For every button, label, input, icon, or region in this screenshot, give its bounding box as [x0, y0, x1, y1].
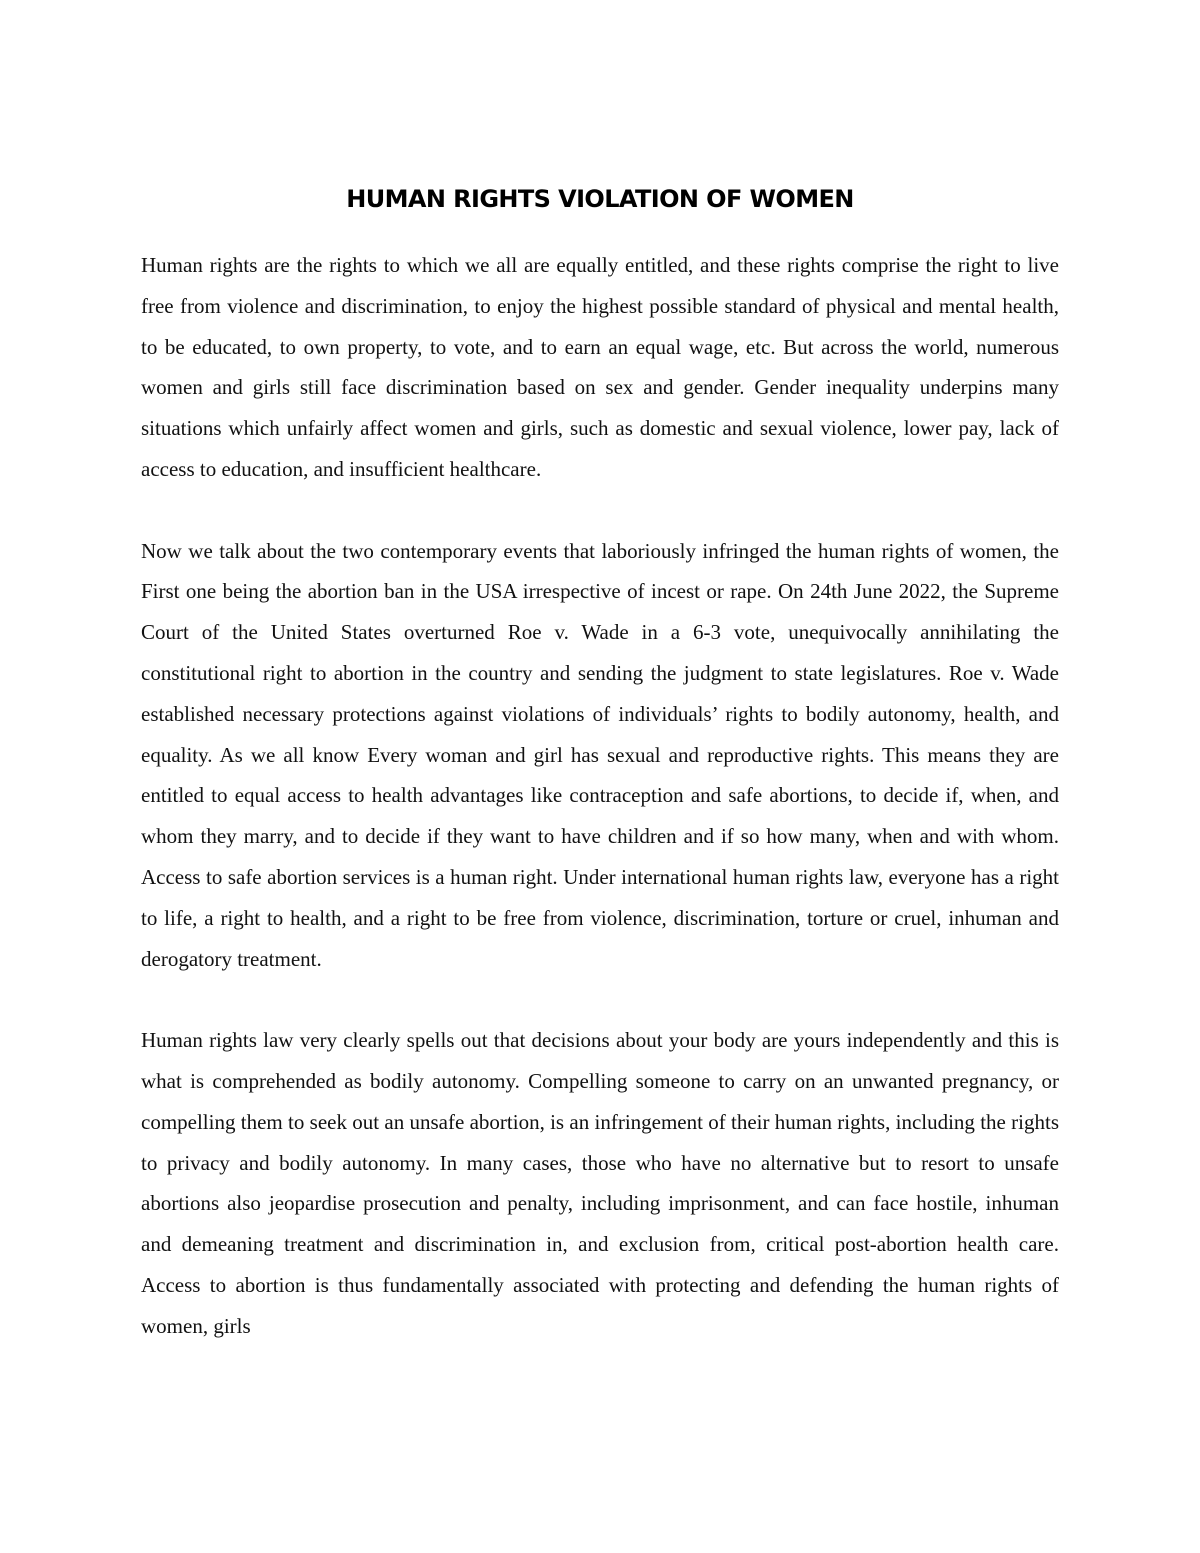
- document-title: HUMAN RIGHTS VIOLATION OF WOMEN: [346, 185, 854, 213]
- document-body: [141, 245, 1059, 1387]
- paragraph-2: Now we talk about the two contemporary events that laboriously infringed the human rights of women, the First one being the abortion ban in the USA irrespective of incest or rape. On 24th June 2022, the Supreme Court of the United States overturned Roe v. Wade in a 6-3 vote, unequivocally annihilating the constitutional right to abortion in the country and sending the judgment to state legislatures. Roe v. Wade established necessary protections against violations of individuals’ rights to bodily autonomy, health, and equality. As we all know Every woman and girl has sexual and reproductive rights. This means they are entitled to equal access to health advantages like contraception and safe abortions, to decide if, when, and whom they marry, and to decide if they want to have children and if so how many, when and with whom. Access to safe abortion services is a human right. Under international human rights law, everyone has a right to life, a right to health, and a right to be free from violence, discrimination, torture or cruel, inhuman and derogatory treatment.: [141, 538, 1059, 971]
- paragraph-1: Human rights are the rights to which we all are equally entitled, and these rights comprise the right to live free from violence and discrimination, to enjoy the highest possible standard of physical and mental health, to be educated, to own property, to vote, and to earn an equal wage, etc. But across the world, numerous women and girls still face discrimination based on sex and gender. Gender inequality underpins many situations which unfairly affect women and girls, such as domestic and sexual violence, lower pay, lack of access to education, and insufficient healthcare.: [141, 253, 1059, 481]
- paragraph-3: Human rights law very clearly spells out that decisions about your body are yours independently and this is what is comprehended as bodily autonomy. Compelling someone to carry on an unwanted pregnancy, or compelling them to seek out an unsafe abortion, is an infringement of their human rights, including the rights to privacy and bodily autonomy. In many cases, those who have no alternative but to resort to unsafe abortions also jeopardise prosecution and penalty, including imprisonment, and can face hostile, inhuman and demeaning treatment and discrimination in, and exclusion from, critical post-abortion health care. Access to abortion is thus fundamentally associated with protecting and defending the human rights of women, girls: [141, 1028, 1059, 1338]
